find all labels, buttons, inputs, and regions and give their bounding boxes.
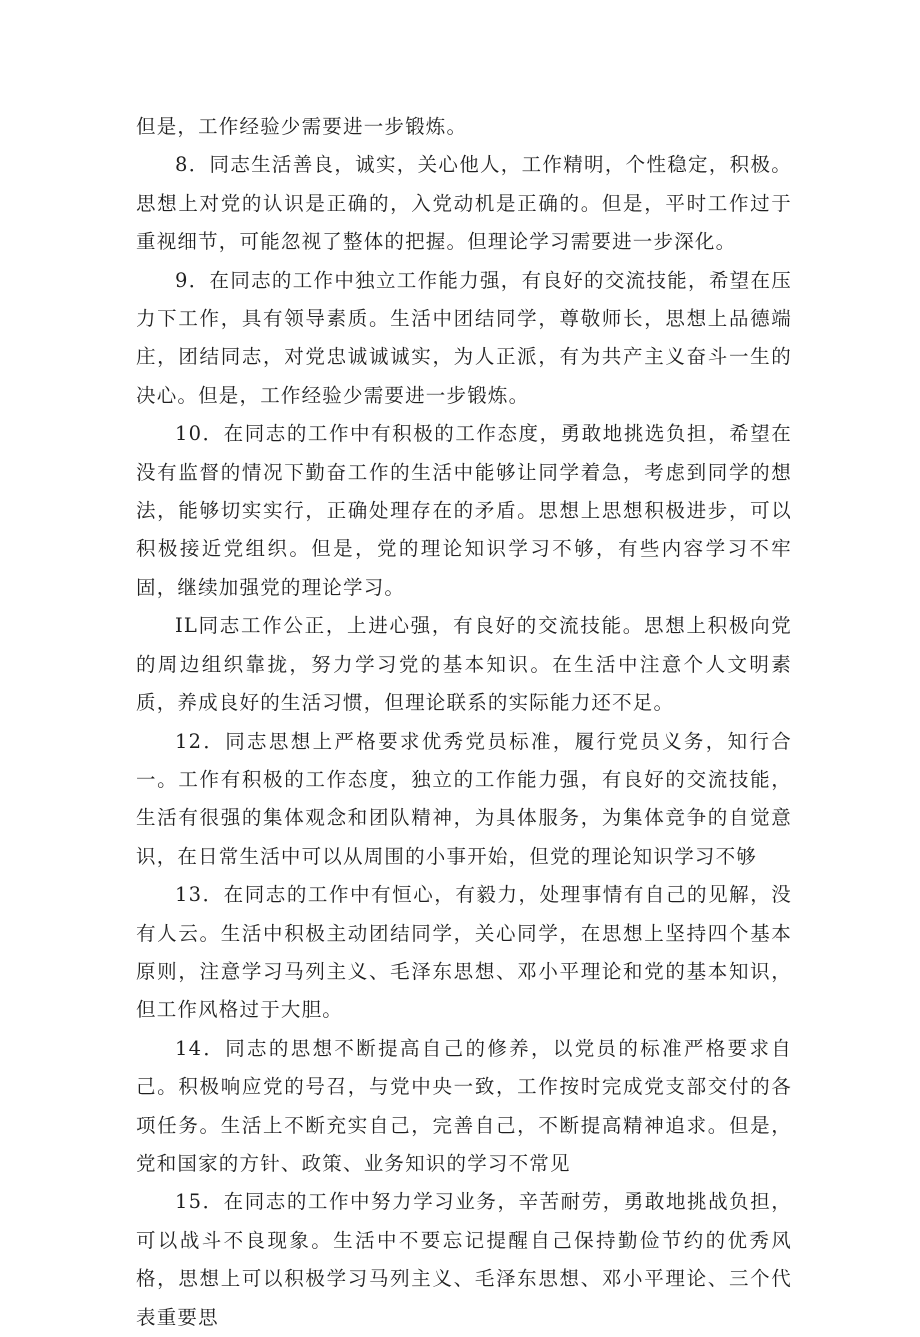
paragraph-14: 14．同志的思想不断提高自己的修养，以党员的标准严格要求自己。积极响应党的号召，与党中央一致，工作按时完成党支部交付的各项任务。生活上不断充实自己，完善自己，不断提高精神追求。但是，党和国家的方针、政策、业务知识的学习不常见	[136, 1036, 792, 1175]
paragraph-9: 9．在同志的工作中独立工作能力强，有良好的交流技能，希望在压力下工作，具有领导素质。生活中团结同学，尊敬师长，思想上品德端庄，团结同志，对党忠诚诚诚实，为人正派，有为共产主义奋斗一生的决心。但是，工作经验少需要进一步锻炼。	[136, 268, 792, 407]
paragraph-7-continuation: 但是，工作经验少需要进一步锻炼。	[136, 115, 468, 138]
paragraph-13: 13．在同志的工作中有恒心，有毅力，处理事情有自己的见解，没有人云。生活中积极主动团结同学，关心同学，在思想上坚持四个基本原则，注意学习马列主义、毛泽东思想、邓小平理论和党的基本知识，但工作风格过于大胆。	[136, 883, 792, 1022]
paragraph-8: 8．同志生活善良，诚实，关心他人，工作精明，个性稳定，积极。思想上对党的认识是正确的，入党动机是正确的。但是，平时工作过于重视细节，可能忽视了整体的把握。但理论学习需要进一步深化。	[136, 153, 792, 254]
paragraph-15: 15．在同志的工作中努力学习业务，辛苦耐劳，勇敢地挑战负担，可以战斗不良现象。生活中不要忘记提醒自己保持勤俭节约的优秀风格，思想上可以积极学习马列主义、毛泽东思想、邓小平理论、三个代表重要思	[136, 1190, 792, 1329]
paragraph-11: IL同志工作公正，上进心强，有良好的交流技能。思想上积极向党的周边组织靠拢，努力学习党的基本知识。在生活中注意个人文明素质，养成良好的生活习惯，但理论联系的实际能力还不足。	[136, 614, 792, 715]
paragraph-10: 10．在同志的工作中有积极的工作态度，勇敢地挑选负担，希望在没有监督的情况下勤奋工作的生活中能够让同学着急，考虑到同学的想法，能够切实实行，正确处理存在的矛盾。思想上思想积极进步，可以积极接近党组织。但是，党的理论知识学习不够，有些内容学习不牢固，继续加强党的理论学习。	[136, 422, 792, 599]
paragraph-12: 12．同志思想上严格要求优秀党员标准，履行党员义务，知行合一。工作有积极的工作态度，独立的工作能力强，有良好的交流技能，生活有很强的集体观念和团队精神，为具体服务，为集体竞争的自觉意识，在日常生活中可以从周围的小事开始，但党的理论知识学习不够	[136, 729, 792, 868]
document-page	[136, 108, 792, 1337]
